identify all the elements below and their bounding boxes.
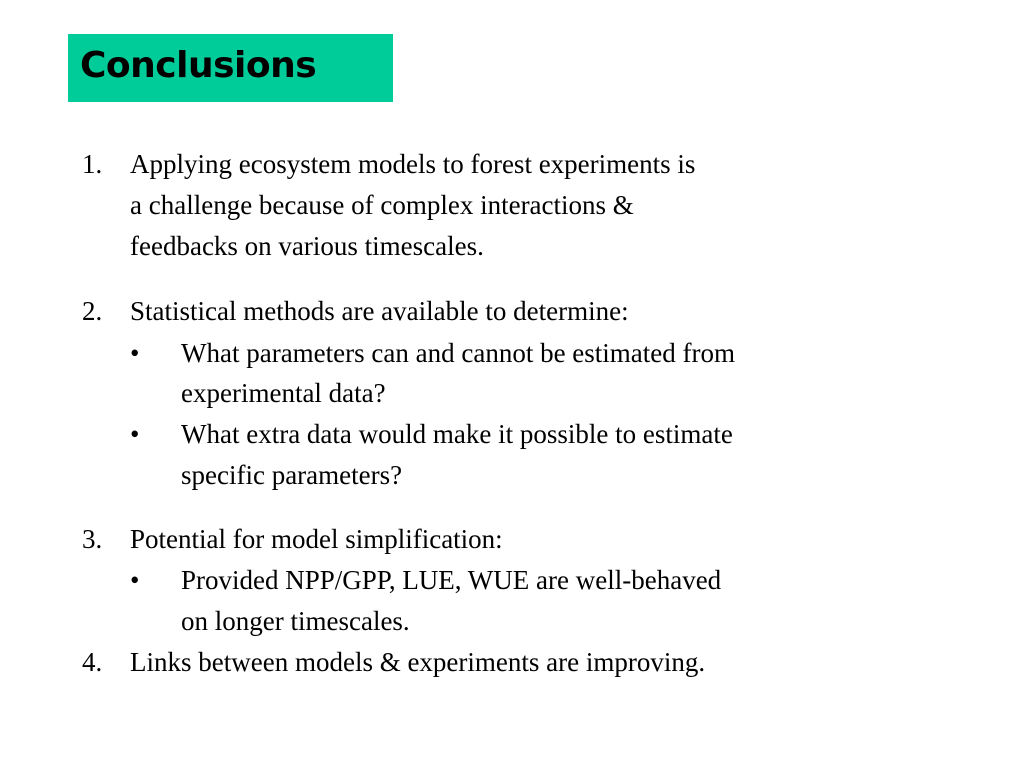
item-2-bullet-2-symbol: • — [130, 419, 140, 449]
item-3-bullet-1-line-1: Provided NPP/GPP, LUE, WUE are well-behaved — [181, 565, 722, 595]
item-1-line-1: Applying ecosystem models to forest experiments is — [130, 149, 696, 179]
item-1-line-3: feedbacks on various timescales. — [130, 231, 484, 261]
item-3-number: 3. — [82, 524, 103, 554]
item-2-number: 2. — [82, 296, 103, 326]
item-3-bullet-1-symbol: • — [130, 565, 140, 595]
item-1-number: 1. — [82, 149, 103, 179]
item-2-bullet-1-line-1: What parameters can and cannot be estimated from — [181, 338, 736, 368]
item-2-bullet-1-line-2: experimental data? — [181, 378, 386, 408]
item-2-bullet-2-line-1: What extra data would make it possible to estimate — [181, 419, 733, 449]
item-1-line-2: a challenge because of complex interactions & — [130, 190, 634, 220]
item-2-line-1: Statistical methods are available to determine: — [130, 296, 629, 326]
item-4-line-1: Links between models & experiments are improving. — [130, 647, 706, 677]
item-3-line-1: Potential for model simplification: — [130, 524, 503, 554]
item-2-bullet-2-line-2: specific parameters? — [181, 460, 403, 490]
item-2-bullet-1-symbol: • — [130, 338, 140, 368]
item-3-bullet-1-line-2: on longer timescales. — [181, 606, 410, 636]
item-4-number: 4. — [82, 647, 103, 677]
slide-title: Conclusions — [80, 45, 317, 86]
